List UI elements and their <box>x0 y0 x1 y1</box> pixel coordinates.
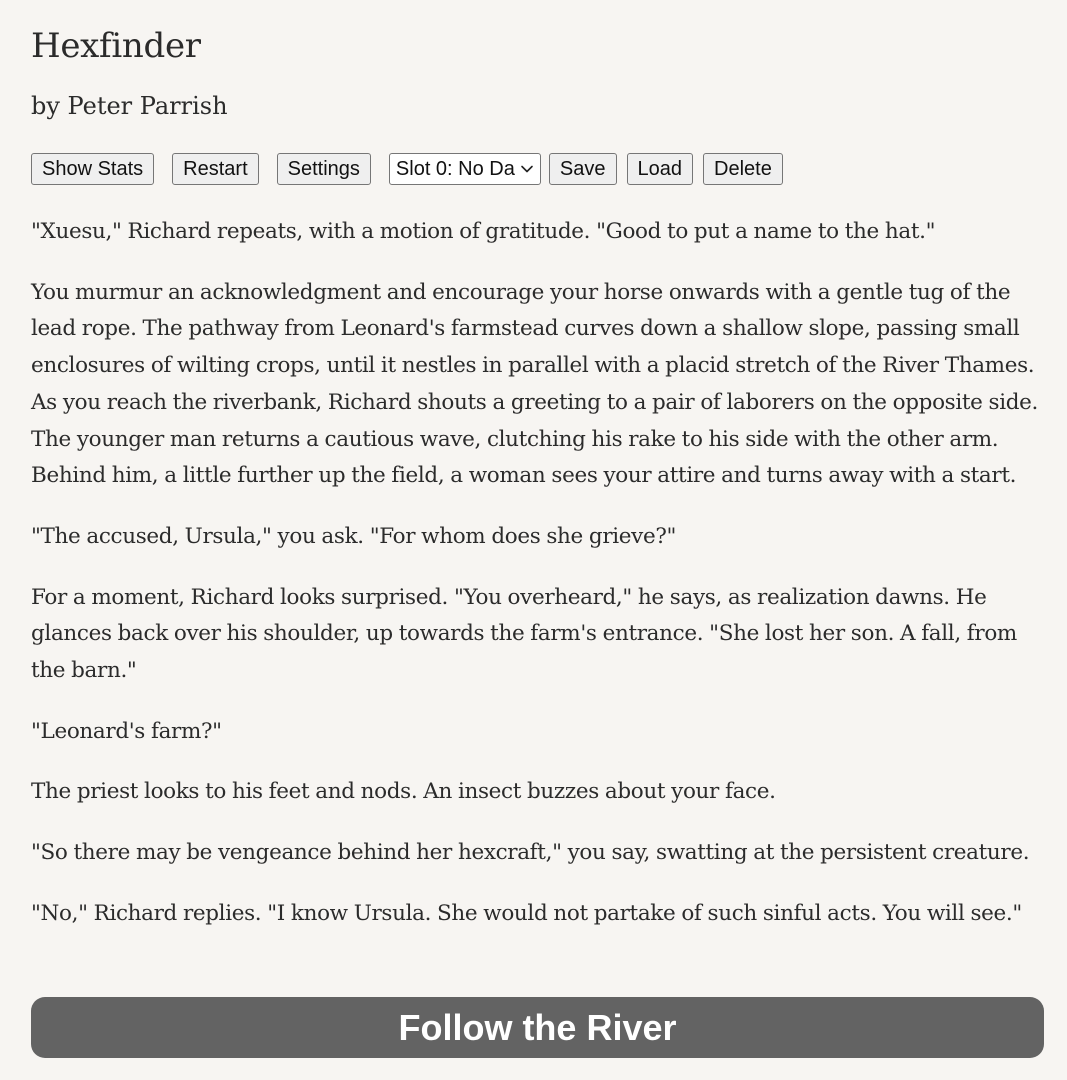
save-slot-value: Slot 0: No Da <box>395 157 515 180</box>
save-button[interactable]: Save <box>549 153 617 185</box>
delete-button[interactable]: Delete <box>703 153 783 185</box>
story-paragraph: "No," Richard replies. "I know Ursula. She would not partake of such sinful acts. You will see." <box>31 900 1022 926</box>
story-text <box>31 214 1047 957</box>
story-paragraph: "Xuesu," Richard repeats, with a motion of gratitude. "Good to put a name to the hat." <box>31 219 936 244</box>
choice-follow-the-river-button[interactable]: Follow the River <box>31 997 1044 1058</box>
game-author: by Peter Parrish <box>31 92 228 120</box>
story-paragraph: The priest looks to his feet and nods. An insect buzzes about your face. <box>31 779 776 805</box>
story-paragraph: "So there may be vengeance behind her hexcraft," you say, swatting at the persistent creature. <box>31 840 1030 866</box>
chevron-down-icon <box>520 162 534 176</box>
story-paragraph: For a moment, Richard looks surprised. "You overheard," he says, as realization dawns. He glances back over his shoulder, up towards the farm's entrance. "She lost her son. A fall, from the barn." <box>31 584 1017 684</box>
story-paragraph: "Leonard's farm?" <box>31 718 222 744</box>
settings-button[interactable]: Settings <box>277 153 371 185</box>
restart-button[interactable]: Restart <box>172 153 258 185</box>
story-paragraph: You murmur an acknowledgment and encourage your horse onwards with a gentle tug of the lead rope. The pathway from Leonard's farmstead curves down a shallow slope, passing small enclosures of wilting crops, until it nestles in parallel with a placid stretch of the River Thames. As you reach the riverbank, Richard shouts a greeting to a pair of laborers on the opposite side. The younger man returns a cautious wave, clutching his rake to his side with the other arm. Behind him, a little further up the field, a woman sees your attire and turns away with a start. <box>31 279 1038 489</box>
toolbar <box>31 153 793 185</box>
show-stats-button[interactable]: Show Stats <box>31 153 154 185</box>
story-paragraph: "The accused, Ursula," you ask. "For whom does she grieve?" <box>31 523 677 549</box>
load-button[interactable]: Load <box>627 153 694 185</box>
game-title: Hexfinder <box>31 26 201 66</box>
save-slot-select[interactable] <box>389 153 541 185</box>
